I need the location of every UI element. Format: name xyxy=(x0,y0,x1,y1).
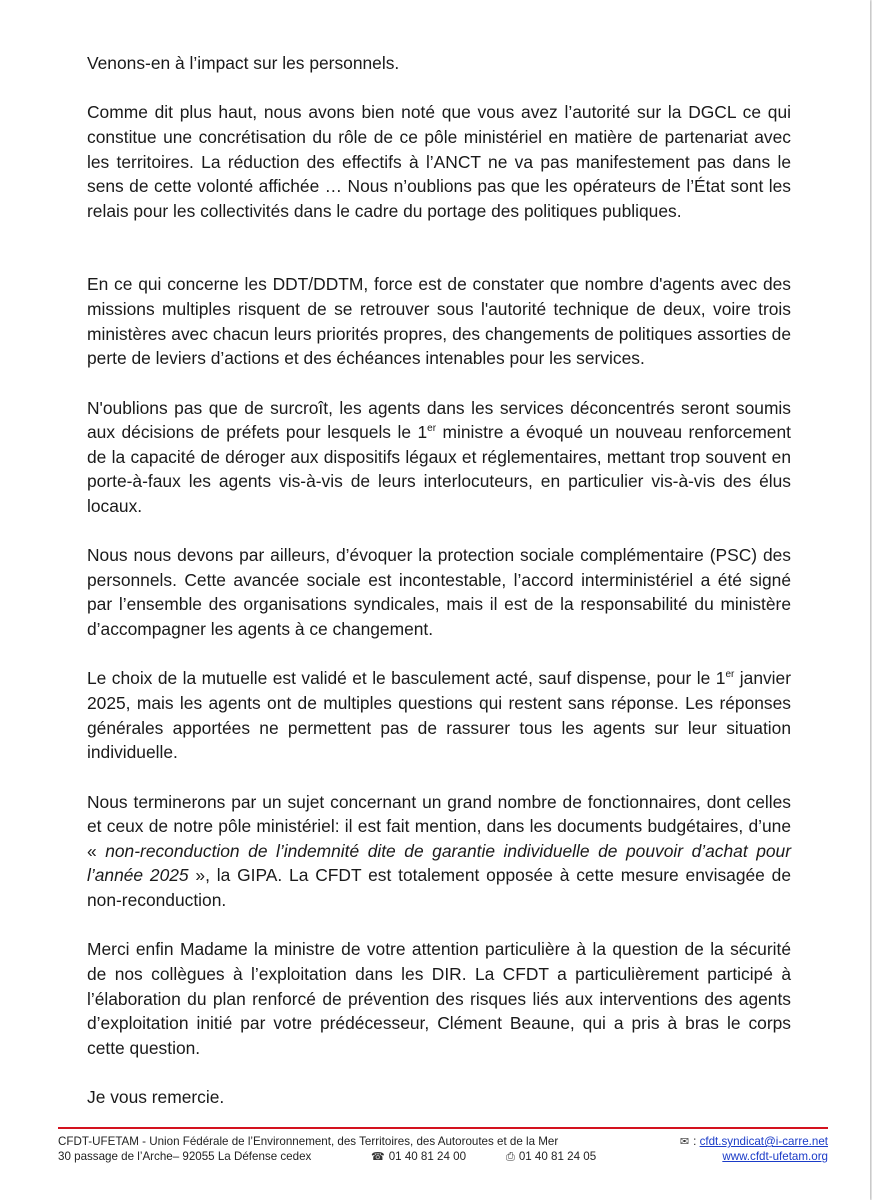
paragraph-gipa-part2: », la GIPA. La CFDT est totalement opposée à cette mesure envisagée de non-reconduction. xyxy=(87,865,791,911)
superscript-er: er xyxy=(725,669,735,681)
paragraph-dir: Merci enfin Madame la ministre de votre attention particulière à la question de la sécurité de nos collègues à l’exploitation dans les DIR. La CFDT a particulièrement participé à l’élaboration du plan renforcé de prévention des risques liés aux interventions des agents d’exploitation initié par votre prédécesseur, Clément Beaune, qui a pris à bras le corps cette question. xyxy=(87,939,791,1058)
paragraph-mutuelle-part1: Le choix de la mutuelle est validé et le basculement acté, sauf dispense, pour le 1 xyxy=(87,668,726,689)
footer-phone-number: 01 40 81 24 00 xyxy=(388,1150,467,1163)
footer-fax-number: 01 40 81 24 05 xyxy=(518,1150,597,1163)
footer-email-label: : xyxy=(693,1135,700,1148)
paragraph-closing: Je vous remercie. xyxy=(87,1087,225,1108)
footer-address: 30 passage de l’Arche– 92055 La Défense cedex xyxy=(58,1150,312,1163)
paragraph-psc: Nous nous devons par ailleurs, d’évoquer la protection sociale complémentaire (PSC) des personnels. Cette avancée sociale est incontestable, l’accord interministériel a été signé par l’ensemble des organisations syndicales, mais il est de la responsabilité du ministère d’accompagner les agents à ce changement. xyxy=(87,545,791,640)
letter-body xyxy=(87,51,791,1135)
paragraph-mutuelle xyxy=(87,666,791,764)
fax-icon: ⎙ xyxy=(506,1151,515,1163)
footer-phone xyxy=(371,1149,466,1165)
envelope-icon: ✉ xyxy=(679,1136,690,1148)
gipa-quote: non-reconduction de l’indemnité dite de garantie individuelle de pouvoir d’achat pour l’année 2025 xyxy=(87,840,791,886)
footer-organization: CFDT-UFETAM - Union Fédérale de l’Environnement, des Territoires, des Autoroutes et de la Mer xyxy=(58,1135,559,1148)
paragraph-prefets-part1: N'oublions pas que de surcroît, les agents dans les services déconcentrés seront soumis aux décisions de préfets pour lesquels le 1 xyxy=(87,397,791,443)
footer-row-2 xyxy=(58,1149,828,1164)
superscript-er: er xyxy=(427,423,437,435)
paragraph-prefets xyxy=(87,396,791,519)
footer xyxy=(58,1134,828,1164)
paragraph-prefets-part2: ministre a évoqué un nouveau renforcement de la capacité de déroger aux dispositifs légaux et réglementaires, mettant trop souvent en porte-à-faux les agents vis-à-vis de leurs interlocuteurs, en particulier vis-à-vis des élus locaux. xyxy=(87,422,791,516)
website-link[interactable]: www.cfdt-ufetam.org xyxy=(722,1150,828,1163)
email-link[interactable]: cfdt.syndicat@i-carre.net xyxy=(699,1135,828,1148)
phone-icon: ☎ xyxy=(371,1151,385,1163)
footer-row-1 xyxy=(58,1134,828,1149)
footer-divider xyxy=(58,1127,828,1129)
paragraph-gipa xyxy=(87,790,791,913)
paragraph-mutuelle-part2: janvier 2025, mais les agents ont de multiples questions qui restent sans réponse. Les réponses générales apportées ne permettent pas de rassurer tous les agents sur leur situation individuelle. xyxy=(87,668,792,763)
paragraph-ddt: En ce qui concerne les DDT/DDTM, force est de constater que nombre d'agents avec des missions multiples risquent de se retrouver sous l'autorité technique de deux, voire trois ministères avec chacun leurs priorités propres, des changements de politiques assorties de perte de leviers d’actions et des échéances intenables pour les services. xyxy=(87,274,791,369)
footer-fax xyxy=(506,1149,596,1165)
paragraph-intro: Venons-en à l’impact sur les personnels. xyxy=(87,53,400,73)
footer-email xyxy=(680,1134,828,1150)
paragraph-gipa-part1: Nous terminerons par un sujet concernant un grand nombre de fonctionnaires, dont celles et ceux de notre pôle ministériel: il est fait mention, dans les documents budgétaires, d’une « xyxy=(87,791,791,861)
paragraph-dgcl: Comme dit plus haut, nous avons bien noté que vous avez l’autorité sur la DGCL ce qui constitue une concrétisation du rôle de ce pôle ministériel en matière de partenariat avec les territoires. La réduction des effectifs à l’ANCT ne va pas manifestement pas dans le sens de cette volonté affichée … Nous n’oublions pas que les opérateurs de l’État sont les relais pour les collectivités dans le cadre du portage des politiques publiques. xyxy=(87,102,791,221)
